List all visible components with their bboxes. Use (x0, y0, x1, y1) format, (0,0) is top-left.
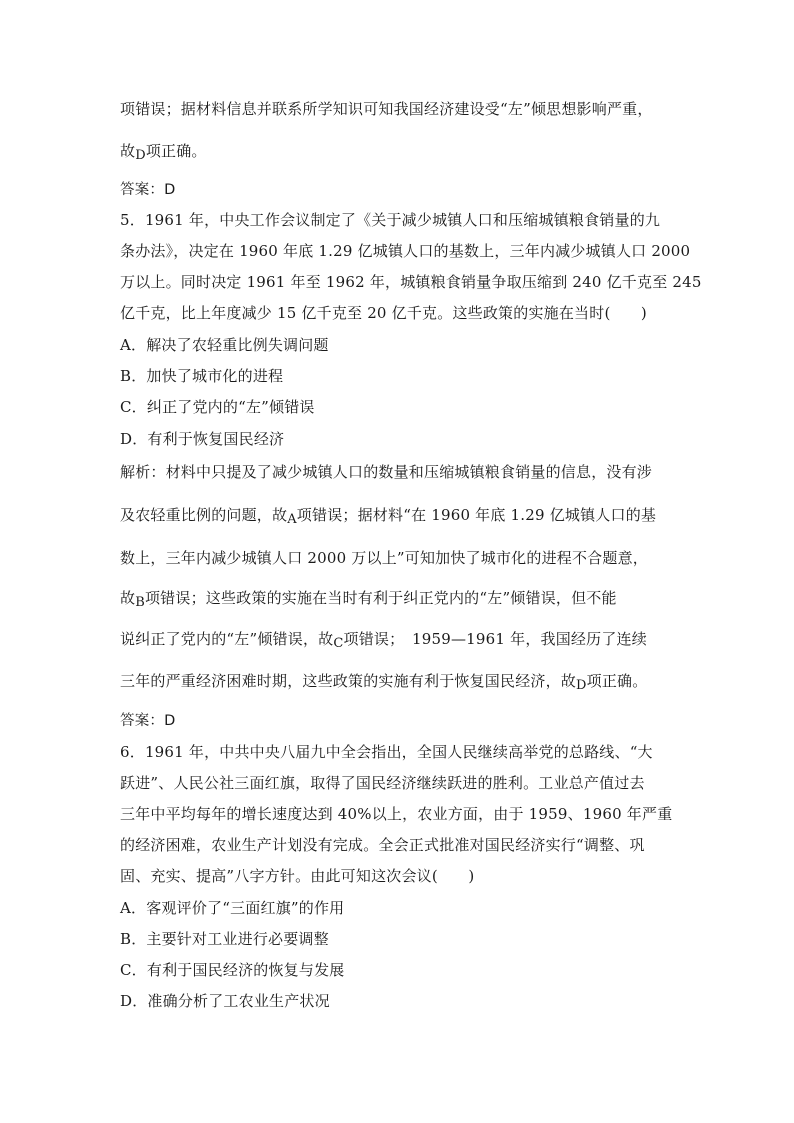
q6-option-c: C．有利于国民经济的恢复与发展 (120, 961, 345, 979)
q5-stem-line: 万以上。同时决定 1961 年至 1962 年，城镇粮食销量争取压缩到 240 亿千克至 245 (120, 273, 702, 291)
q5-stem-line: 亿千克，比上年度减少 15 亿千克至 20 亿千克。这些政策的实施在当时( ) (120, 304, 647, 322)
q5-option-a: A．解决了农轻重比例失调问题 (120, 336, 329, 354)
text-span: 及农轻重比例的问题，故 (120, 506, 288, 524)
q6-stem-line: 6．1961 年，中共中央八届九中全会指出，全国人民继续高举党的总路线、“大 (120, 743, 653, 761)
q5-answer: 答案：D (120, 713, 176, 729)
text-span: 项错误；这些政策的实施在当时有利于纠正党内的“左”倾错误，但不能 (144, 589, 617, 607)
text-span: 项错误；据材料“在 1960 年底 1.29 亿城镇人口的基 (296, 506, 657, 524)
q5-analysis-line: 数上，三年内减少城镇人口 2000 万以上”可知加快了城市化的进程不合题意， (120, 549, 648, 567)
text-span: 故 (120, 142, 136, 160)
text-span: 项正确。 (586, 672, 648, 690)
text-span: 项错误；据材料信息并联系所学知识可知我国经济建设受“左”倾思想影响严重， (120, 100, 653, 118)
q6-option-d: D．准确分析了工农业生产状况 (120, 992, 330, 1010)
option-letter: C (333, 636, 344, 651)
q5-analysis-line: 解析：材料中只提及了减少城镇人口的数量和压缩城镇粮食销量的信息，没有涉 (120, 463, 653, 481)
q4-answer: 答案：D (120, 182, 176, 198)
q6-option-a: A．客观评价了“三面红旗”的作用 (120, 899, 345, 917)
q5-option-c: C．纠正了党内的“左”倾错误 (120, 398, 315, 416)
q5-analysis-line (120, 629, 680, 651)
q4-analysis-line (120, 99, 680, 119)
q5-stem-line: 条办法》，决定在 1960 年底 1.29 亿城镇人口的基数上，三年内减少城镇人口 2000 (120, 242, 691, 260)
q6-stem-line: 的经济困难，农业生产计划没有完成。全会正式批准对国民经济实行“调整、巩 (120, 836, 645, 854)
q4-analysis-line (120, 141, 680, 163)
q6-stem-line: 跃进”、人民公社三面红旗，取得了国民经济继续跃进的胜利。工业总产值过去 (120, 774, 645, 792)
q6-option-b: B．主要针对工业进行必要调整 (120, 930, 329, 948)
option-letter: A (287, 512, 297, 527)
text-span: 项错误； 1959—1961 年，我国经历了连续 (343, 630, 647, 648)
text-span: 故 (120, 589, 136, 607)
option-letter: D (576, 678, 587, 693)
text-span: 项正确。 (145, 142, 207, 160)
q5-analysis-line (120, 588, 680, 610)
q5-analysis-line (120, 671, 680, 693)
q5-option-d: D．有利于恢复国民经济 (120, 430, 285, 448)
option-letter: B (135, 595, 145, 610)
q6-stem-line: 固、充实、提高”八字方针。由此可知这次会议( ) (120, 867, 475, 885)
q6-stem-line: 三年中平均每年的增长速度达到 40%以上，农业方面，由于 1959、1960 年严重 (120, 805, 673, 823)
q5-option-b: B．加快了城市化的进程 (120, 367, 284, 385)
text-span: 说纠正了党内的“左”倾错误，故 (120, 630, 334, 648)
q5-analysis-line (120, 505, 680, 527)
q5-stem-line: 5．1961 年，中央工作会议制定了《关于减少城镇人口和压缩城镇粮食销量的九 (120, 211, 661, 229)
option-letter: D (135, 148, 146, 163)
text-span: 三年的严重经济困难时期，这些政策的实施有利于恢复国民经济，故 (120, 672, 577, 690)
